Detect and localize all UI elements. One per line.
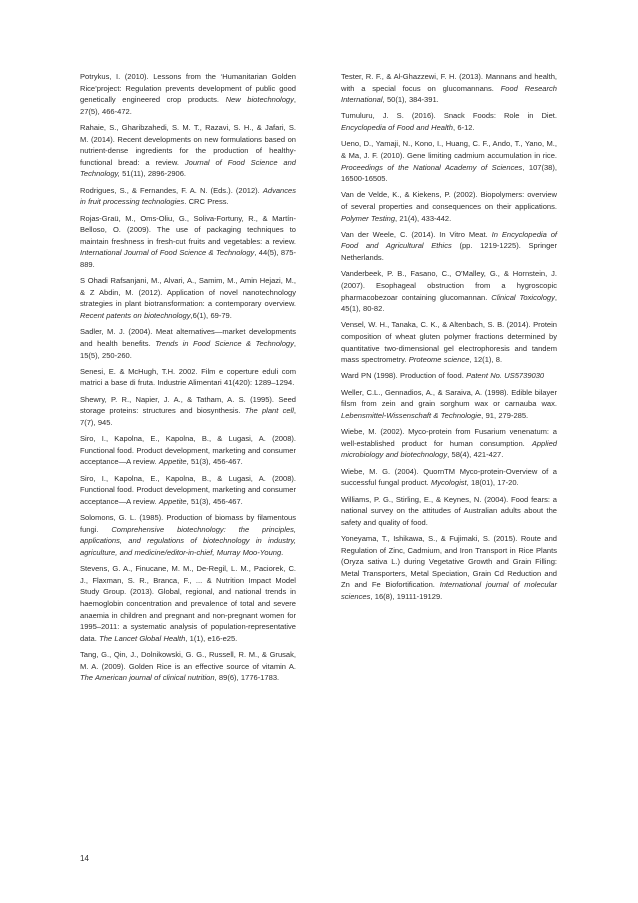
reference-entry: Wiebe, M. G. (2004). QuornTM Myco-protein-Overview of a successful fungal product. Mycologist, 18(01), 17-20. — [341, 466, 557, 488]
reference-entry: Senesi, E. & McHugh, T.H. 2002. Film e coperture eduli com matrici a base di fruta. Industrie Alimentari 41(420): 1289–1294. — [80, 366, 296, 388]
reference-entry: Vensel, W. H., Tanaka, C. K., & Altenbach, S. B. (2014). Protein composition of wheat gluten polymer fractions determined by quantitative two-dimensional gel electrophoresis and tandem mass spectrometry. Proteome science, 12(1), 8. — [341, 320, 557, 365]
reference-entry: Rahaie, S., Gharibzahedi, S. M. T., Razavi, S. H., & Jafari, S. M. (2014). Recent developments on new formulations based on nutrient-dense ingredients for the production of healthy-functional bread: a review. Journal of Food Science and Technology, 51(11), 2896-2906. — [80, 123, 296, 179]
right-column — [341, 71, 557, 607]
reference-entry: S Ohadi Rafsanjani, M., Alvari, A., Samim, M., Amin Hejazi, M., & Z Abdin, M. (2012). Application of novel nanotechnology strategies in plant biotransformation: a contemporary overview. Recent patents on biotechnology,6(1), 69-79. — [80, 276, 296, 321]
reference-entry: Stevens, G. A., Finucane, M. M., De-Regil, L. M., Paciorek, C. J., Flaxman, S. R., Branca, F., ... & Nutrition Impact Model Study Group. (2013). Global, regional, and national trends in haemoglobin concentration and prevalence of total and severe anaemia in children and pregnant and non-pregnant women for 1995–2011: a systematic analysis of population-representative data. The Lancet Global Health, 1(1), e16-e25. — [80, 564, 296, 643]
reference-entry: Vanderbeek, P. B., Fasano, C., O'Malley, G., & Hornstein, J. (2007). Esophageal obstruction from a hygroscopic pharmacobezoar containing glucomannan. Clinical Toxicology, 45(1), 80-82. — [341, 269, 557, 314]
reference-entry: Tester, R. F., & Al-Ghazzewi, F. H. (2013). Mannans and health, with a special focus on glucomannans. Food Research International, 50(1), 384-391. — [341, 72, 557, 105]
reference-entry: Tumuluru, J. S. (2016). Snack Foods: Role in Diet. Encyclopedia of Food and Health, 6-12. — [341, 111, 557, 133]
reference-entry: Van de Velde, K., & Kiekens, P. (2002). Biopolymers: overview of several properties and consequences on their applications. Polymer Testing, 21(4), 433-442. — [341, 190, 557, 223]
reference-entry: Siro, I., Kapolna, E., Kapolna, B., & Lugasi, A. (2008). Functional food. Product development, marketing and consumer acceptance—A review. Appetite, 51(3), 456-467. — [80, 473, 296, 506]
page-number: 14 — [80, 854, 89, 863]
reference-entry: Yoneyama, T., Ishikawa, S., & Fujimaki, S. (2015). Route and Regulation of Zinc, Cadmium, and Iron Transport in Rice Plants (Oryza sativa L.) during Vegetative Growth and Grain Filling: Metal Transporters, Metal Speciation, Grain Cd Reduction and Zn and Fe Biofortification. International journal of molecular sciences, 16(8), 19111-19129. — [341, 534, 558, 601]
reference-entry: Rodrigues, S., & Fernandes, F. A. N. (Eds.). (2012). Advances in fruit processing technologies. CRC Press. — [80, 185, 296, 207]
reference-entry: Sadler, M. J. (2004). Meat alternatives—market developments and health benefits. Trends in Food Science & Technology, 15(5), 250-260. — [80, 327, 296, 360]
reference-entry: Williams, P. G., Stirling, E., & Keynes, N. (2004). Food fears: a national survey on the attitudes of Australian adults about the safety and quality of food. — [341, 494, 557, 527]
reference-entry: Shewry, P. R., Napier, J. A., & Tatham, A. S. (1995). Seed storage proteins: structures and biosynthesis. The plant cell, 7(7), 945. — [80, 394, 296, 427]
reference-entry: Solomons, G. L. (1985). Production of biomass by filamentous fungi. Comprehensive biotechnology: the principles, applications, and regulations of biotechnology in industry, agriculture, and medicine/editor-in-chief, Murray Moo-Young. — [80, 513, 296, 557]
reference-entry: Van der Weele, C. (2014). In Vitro Meat. In Encyclopedia of Food and Agricultural Ethics (pp. 1219-1225). Springer Netherlands. — [341, 229, 557, 263]
reference-entry: Ward PN (1998). Production of food. Patent No. US5739030 — [341, 371, 545, 381]
reference-entry: Tang, G., Qin, J., Dolnikowski, G. G., Russell, R. M., & Grusak, M. A. (2009). Golden Rice is an effective source of vitamin A. The American journal of clinical nutrition, 89(6), 1776-1783. — [80, 649, 296, 683]
reference-entry: Rojas-Graü, M., Oms-Oliu, G., Soliva-Fortuny, R., & Martín-Belloso, O. (2009). The use of packaging techniques to maintain freshness in fresh-cut fruits and vegetables: a review. International Journal of Food Science & Technology, 44(5), 875-889. — [80, 213, 296, 269]
reference-entry: Siro, I., Kapolna, E., Kapolna, B., & Lugasi, A. (2008). Functional food. Product development, marketing and consumer acceptance—A review. Appetite, 51(3), 456-467. — [80, 434, 296, 467]
reference-entry: Potrykus, I. (2010). Lessons from the ‘Humanitarian Golden Rice’project: Regulation prevents development of public good genetically engineered crop products. New biotechnology, 27(5), 466-472. — [80, 72, 296, 116]
left-column — [80, 71, 296, 688]
reference-entry: Ueno, D., Yamaji, N., Kono, I., Huang, C. F., Ando, T., Yano, M., & Ma, J. F. (2010). Gene limiting cadmium accumulation in rice. Proceedings of the National Academy of Sciences, 107(38), 16500-16505. — [341, 139, 557, 184]
reference-entry: Weller, C.L., Gennadios, A., & Saraiva, A. (1998). Edible bilayer filsm from zein and grain sorghum wax or carnauba wax. Lebensmittel-Wissenschaft & Technologie, 91, 279-285. — [341, 387, 557, 420]
reference-entry: Wiebe, M. (2002). Myco-protein from Fusarium venenatum: a well-established product for human consumption. Applied microbiology and biotechnology, 58(4), 421-427. — [341, 427, 557, 460]
